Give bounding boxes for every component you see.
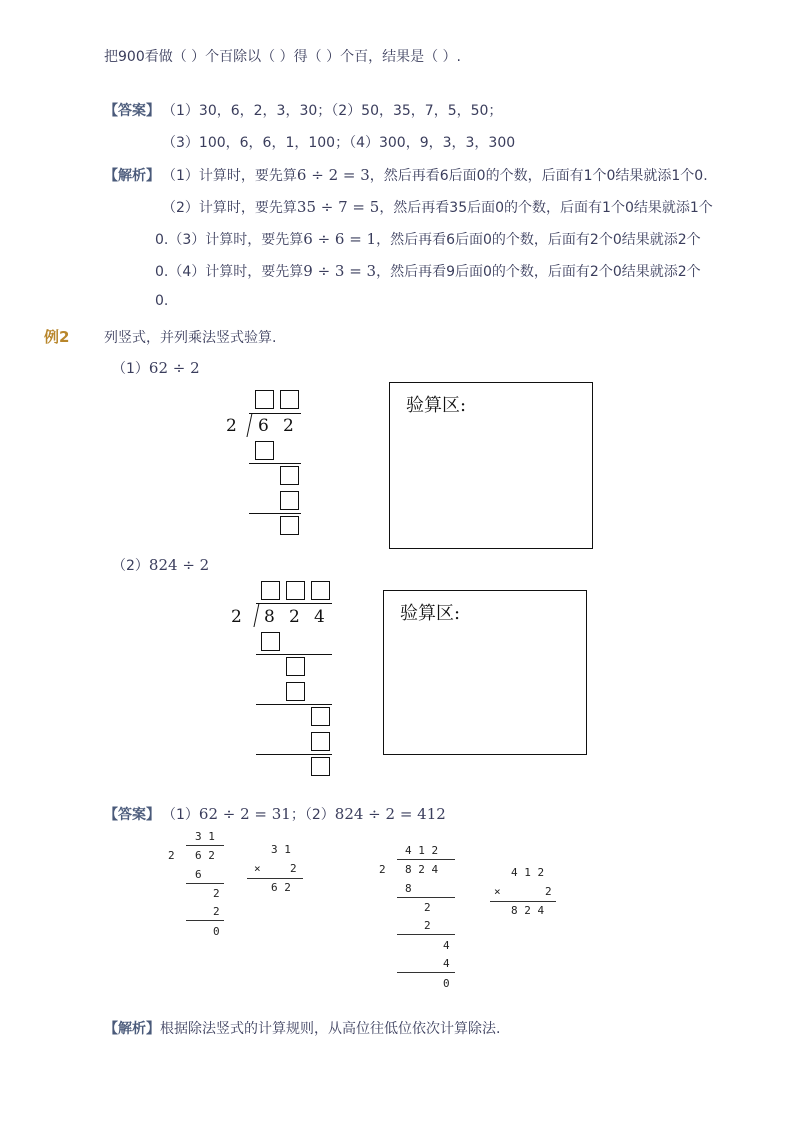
- example-prompt: 列竖式，并列乘法竖式验算.: [104, 330, 277, 346]
- step-box[interactable]: [261, 632, 280, 651]
- analysis-text: （1）计算时，要先算: [162, 168, 297, 184]
- step-value: 4: [443, 957, 450, 970]
- example-tag: 例2: [44, 328, 70, 346]
- math-expression: 6 ÷ 2 = 3: [296, 166, 370, 184]
- step-line: [249, 463, 301, 464]
- problem-1-label: [112, 358, 200, 378]
- analysis-line-5: 0.: [155, 293, 169, 309]
- answer-expressions: [162, 804, 446, 824]
- answer-tag: 【答案】: [104, 807, 160, 823]
- analysis-text: 根据除法竖式的计算规则，从高位往低位依次计算除法.: [160, 1021, 501, 1037]
- step-value: 8: [405, 882, 412, 895]
- product-line: [247, 878, 303, 879]
- product: 6 2: [271, 881, 291, 894]
- step-box[interactable]: [311, 732, 330, 751]
- math-expression: 824 ÷ 2 = 412: [334, 805, 446, 823]
- dividend: 6 2: [195, 849, 215, 862]
- product: 8 2 4: [511, 904, 545, 917]
- check-area-1[interactable]: [389, 382, 593, 549]
- step-line: [186, 920, 224, 921]
- step-line: [397, 934, 455, 935]
- answer-line-1: （1）30，6，2，3，30；（2）50，35，7，5，50；: [162, 103, 503, 119]
- problem-expression: 62 ÷ 2: [148, 359, 200, 377]
- division-bracket: [253, 603, 259, 627]
- multiplier: 2: [290, 862, 297, 875]
- step-value: 6: [195, 868, 202, 881]
- dividend-digit: 2: [283, 416, 294, 436]
- times-sign: ×: [254, 862, 261, 875]
- product-line: [490, 901, 556, 902]
- analysis-text: 0.（4）计算时，要先算: [155, 264, 304, 280]
- answer-line-2: （3）100，6，6，1，100；（4）300，9，3，3，300: [162, 135, 516, 151]
- problem-number: （1）: [112, 361, 149, 377]
- intro-question: 把900看做（ ）个百除以（ ）得（ ）个百，结果是（ ）.: [104, 49, 461, 65]
- analysis-text: 0.（3）计算时，要先算: [155, 232, 304, 248]
- math-expression: 6 ÷ 6 = 1: [303, 230, 377, 248]
- remainder: 0: [443, 977, 450, 990]
- analysis-text: ，然后再看35后面0的个数，后面有1个0结果就添1个: [379, 200, 713, 216]
- step-box[interactable]: [311, 757, 330, 776]
- math-expression: 62 ÷ 2 = 31: [198, 805, 291, 823]
- step-box[interactable]: [280, 516, 299, 535]
- check-area-label: 验算区:: [406, 395, 467, 416]
- divisor: 2: [231, 607, 242, 627]
- analysis-text: ，然后再看9后面0的个数，后面有2个0结果就添2个: [376, 264, 701, 280]
- step-box[interactable]: [280, 491, 299, 510]
- step-line: [397, 972, 455, 973]
- division-bracket: [246, 413, 252, 437]
- math-expression: 9 ÷ 3 = 3: [303, 262, 377, 280]
- quotient-box[interactable]: [255, 390, 274, 409]
- divisor: 2: [379, 863, 386, 876]
- division-bar: [256, 603, 332, 604]
- step-box[interactable]: [255, 441, 274, 460]
- division-bar: [186, 845, 224, 846]
- quotient-box[interactable]: [261, 581, 280, 600]
- remainder: 0: [213, 925, 220, 938]
- math-expression: 35 ÷ 7 = 5: [296, 198, 380, 216]
- step-value: 2: [213, 905, 220, 918]
- analysis-line-3: [155, 229, 701, 249]
- quotient-box[interactable]: [286, 581, 305, 600]
- problem-number: （2）: [112, 558, 149, 574]
- dividend-digit: 8: [264, 607, 275, 627]
- step-line: [186, 883, 224, 884]
- multiplicand: 4 1 2: [511, 866, 545, 879]
- quotient: 3 1: [195, 830, 215, 843]
- dividend-digit: 6: [258, 416, 269, 436]
- step-box[interactable]: [280, 466, 299, 485]
- analysis-tag: 【解析】: [104, 168, 160, 184]
- check-area-2[interactable]: [383, 590, 587, 755]
- divisor: 2: [226, 416, 237, 436]
- problem-2-label: [112, 555, 209, 575]
- dividend: 8 2 4: [405, 863, 439, 876]
- analysis-text: ，然后再看6后面0的个数，后面有2个0结果就添2个: [376, 232, 701, 248]
- dividend-digit: 2: [289, 607, 300, 627]
- analysis-line-1: [162, 165, 708, 185]
- step-line: [256, 754, 332, 755]
- answer-number: （1）: [162, 807, 199, 823]
- step-line: [256, 704, 332, 705]
- analysis-line-4: [155, 261, 701, 281]
- step-line: [256, 654, 332, 655]
- step-box[interactable]: [311, 707, 330, 726]
- analysis-line-2: [162, 197, 713, 217]
- step-box[interactable]: [286, 657, 305, 676]
- quotient: 4 1 2: [405, 844, 439, 857]
- analysis-text: ，然后再看6后面0的个数，后面有1个0结果就添1个0.: [369, 168, 708, 184]
- step-value: 2: [213, 887, 220, 900]
- multiplicand: 3 1: [271, 843, 291, 856]
- step-value: 2: [424, 919, 431, 932]
- quotient-box[interactable]: [280, 390, 299, 409]
- analysis-text: （2）计算时，要先算: [162, 200, 297, 216]
- quotient-box[interactable]: [311, 581, 330, 600]
- analysis-2: [104, 1018, 500, 1038]
- step-box[interactable]: [286, 682, 305, 701]
- division-bar: [249, 413, 301, 414]
- multiplier: 2: [545, 885, 552, 898]
- step-value: 2: [424, 901, 431, 914]
- division-bar: [397, 859, 455, 860]
- analysis-tag: 【解析】: [104, 1021, 160, 1037]
- check-area-label: 验算区:: [400, 603, 461, 624]
- times-sign: ×: [494, 885, 501, 898]
- step-line: [249, 513, 301, 514]
- problem-expression: 824 ÷ 2: [148, 556, 210, 574]
- step-line: [397, 897, 455, 898]
- divisor: 2: [168, 849, 175, 862]
- dividend-digit: 4: [314, 607, 325, 627]
- answer-tag: 【答案】: [104, 103, 160, 119]
- step-value: 4: [443, 939, 450, 952]
- answer-separator: ；（2）: [290, 807, 335, 823]
